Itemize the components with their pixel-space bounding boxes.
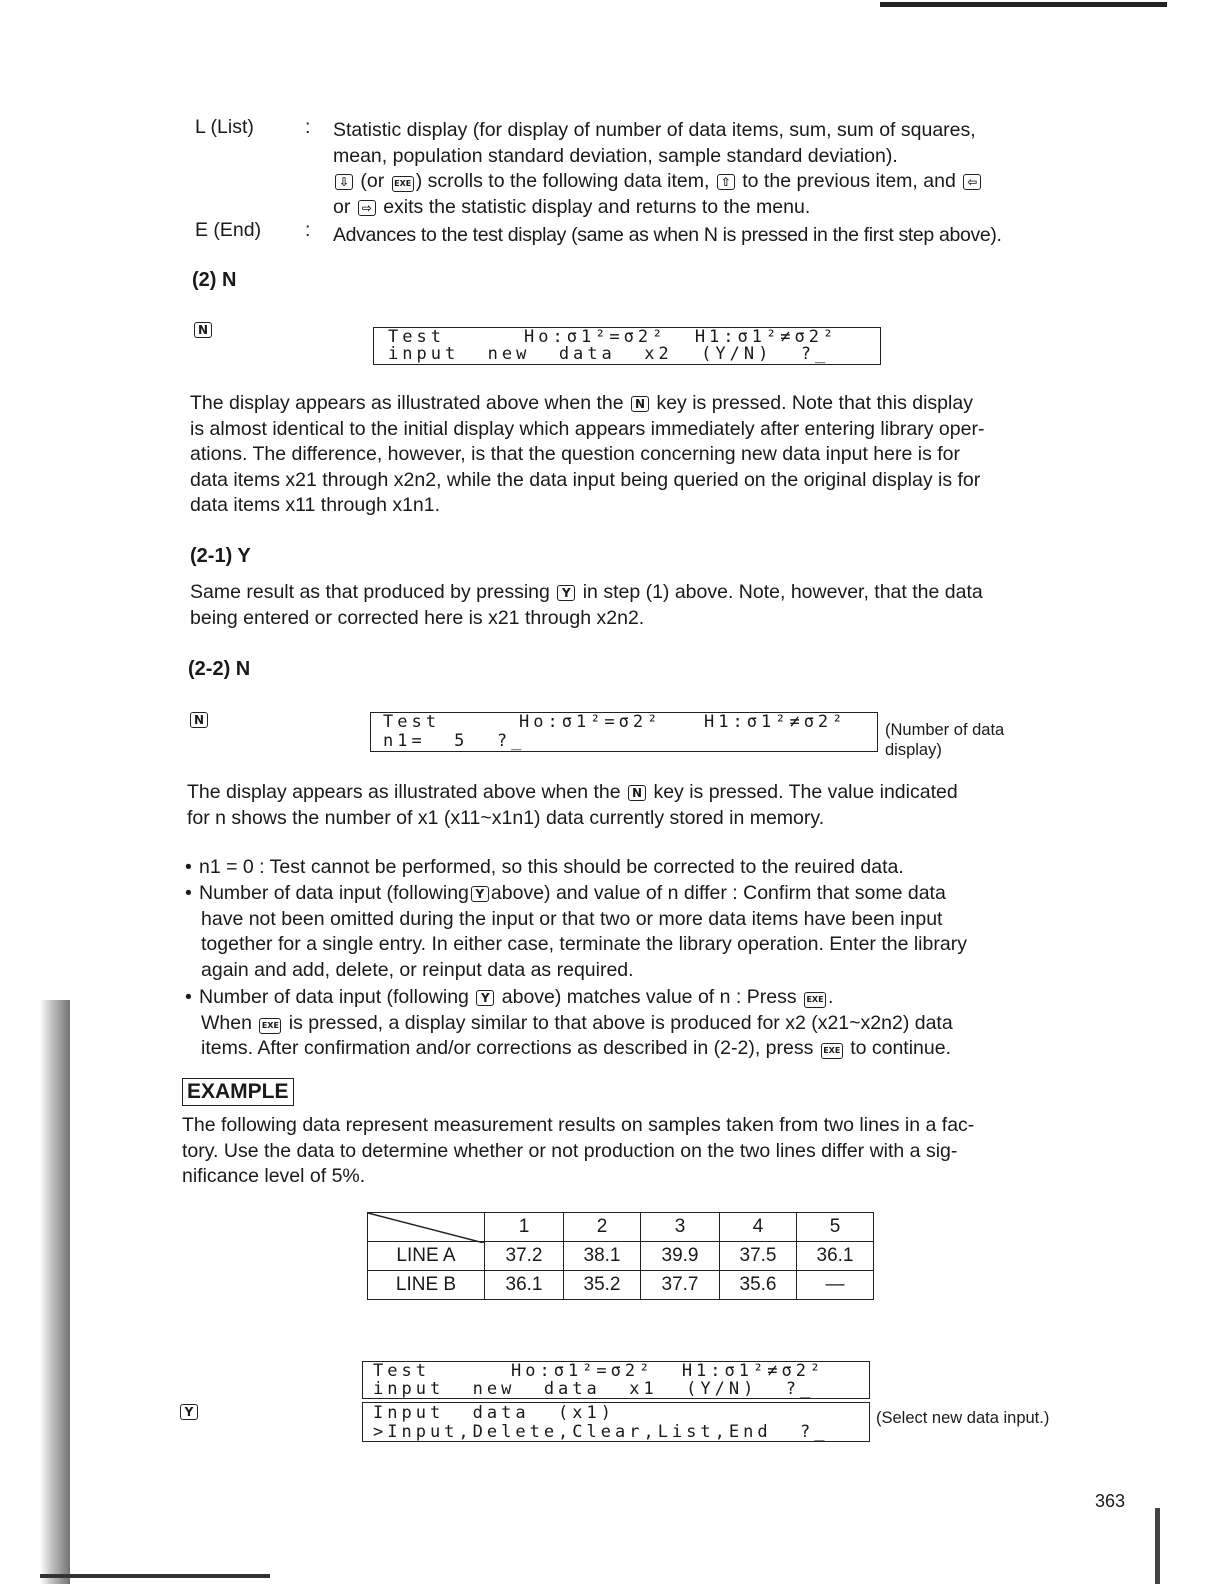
list-line2: mean, population standard deviation, sample standard deviation). (333, 144, 898, 167)
top-rule (880, 2, 1167, 7)
example-paragraph: The following data represent measurement results on samples taken from two lines in a fac- tory. Use the data to determine whether or not production on the two lines differ with a sig- nificance level of 5%. (182, 1114, 975, 1187)
n-key-icon: N (194, 322, 212, 338)
table-cell: 39.9 (641, 1242, 720, 1271)
column-header: 1 (485, 1213, 564, 1242)
list-colon: : (305, 116, 311, 138)
table-cell: 35.6 (720, 1271, 797, 1300)
list-description (333, 118, 1093, 220)
y-key-icon: Y (476, 990, 494, 1006)
example-label: EXAMPLE (182, 1078, 294, 1106)
list-line4: or ⇨ exits the statistic display and returns to the menu. (333, 195, 811, 218)
left-arrow-key-icon: ⇦ (963, 174, 981, 190)
exe-key-icon: EXE (804, 992, 826, 1008)
y-key-icon: Y (557, 585, 575, 601)
right-arrow-key-icon: ⇨ (358, 200, 376, 216)
column-header: 2 (564, 1213, 641, 1242)
column-header: 5 (797, 1213, 874, 1242)
table-cell: 37.7 (641, 1271, 720, 1300)
lcd-display-n-count: Test Ho:σ1²=σ2² H1:σ1²≠σ2² n1= 5 ?_ (370, 712, 878, 752)
table-cell: 37.5 (720, 1242, 797, 1271)
end-colon: : (305, 219, 311, 241)
lcd-display-new-data-x1: Test Ho:σ1²=σ2² H1:σ1²≠σ2² input new data x1 (Y/N) ?_ (362, 1361, 870, 1399)
exe-key-icon: EXE (392, 176, 414, 192)
down-arrow-key-icon: ⇩ (335, 174, 353, 190)
table-cell: — (797, 1271, 874, 1300)
table-cell: 38.1 (564, 1242, 641, 1271)
table-cell: 35.2 (564, 1271, 641, 1300)
y-key-icon: Y (471, 886, 489, 902)
list-line3: ⇩ (or EXE ) scrolls to the following data item, ⇧ to the previous item, and ⇦ (333, 169, 1093, 195)
column-header: 4 (720, 1213, 797, 1242)
bullet-n-zero: • n1 = 0 : Test cannot be performed, so this should be corrected to the reuired data. (185, 856, 904, 878)
measurement-table (367, 1212, 874, 1300)
table-row (368, 1242, 874, 1271)
section-2-2-heading: (2-2) N (188, 658, 251, 680)
scan-edge-mark (1155, 1508, 1160, 1584)
page-number: 363 (1095, 1491, 1126, 1511)
scan-shadow (40, 1000, 70, 1584)
exe-key-icon: EXE (821, 1043, 843, 1059)
table-row (368, 1271, 874, 1300)
section-2-1-paragraph: Same result as that produced by pressing Y in step (1) above. Note, however, that the data being entered or corrected here is x21 through x2n2. (190, 581, 983, 629)
number-of-data-note: (Number of data display) (885, 721, 1005, 759)
lcd-display-new-data-x2: Test Ho:σ1²=σ2² H1:σ1²≠σ2² input new data x2 (Y/N) ?_ (373, 327, 881, 365)
table-cell: 36.1 (485, 1271, 564, 1300)
diagonal-line (368, 1213, 484, 1243)
row-label: LINE B (368, 1271, 485, 1300)
list-term: L (List) (195, 116, 254, 138)
bottom-rule (40, 1574, 270, 1578)
n-key-icon: N (190, 712, 208, 728)
n-key-icon: N (631, 396, 649, 412)
row-label: LINE A (368, 1242, 485, 1271)
bullet-data-differs: • Number of data input (following Y above) and value of n differ : Confirm that some data have not been omitted during the input or that two or more data items have been input together for a single entry. In either case, terminate the library operation. Enter the library again and add, delete, or reinput data as required. (185, 882, 967, 981)
table-corner-cell (368, 1213, 485, 1242)
section-2-1-heading: (2-1) Y (190, 545, 251, 567)
column-header: 3 (641, 1213, 720, 1242)
end-description: Advances to the test display (same as when N is pressed in the first step above). (333, 224, 1002, 246)
end-term: E (End) (195, 219, 262, 241)
up-arrow-key-icon: ⇧ (717, 174, 735, 190)
exe-key-icon: EXE (259, 1018, 281, 1034)
bullet-data-matches: • Number of data input (following Y above) matches value of n : Press EXE . When EXE is pressed, a display similar to that above is produced for x2 (x21~x2n2) data items. After confirmation and/or corrections as described in (2-2), press EXE to continue. (185, 986, 953, 1059)
section-2-2-paragraph: The display appears as illustrated above when the N key is pressed. The value indicated for n shows the number of x1 (x11~x1n1) data currently stored in memory. (187, 781, 958, 829)
lcd-display-input-menu: Input data (x1) >Input,Delete,Clear,List,End ?_ (362, 1402, 870, 1442)
y-key-icon: Y (180, 1404, 198, 1420)
section-2-heading: (2) N (192, 269, 237, 291)
section-2-paragraph: The display appears as illustrated above when the N key is pressed. Note that this display is almost identical to the initial display which appears immediately after entering library oper- ations. The difference, however, is that the question concerning new data input here is for data items x21 through x2n2, while the data input being queried on the original display is for data items x11 through x1n1. (190, 392, 985, 516)
table-header-row (368, 1213, 874, 1242)
n-key-icon: N (628, 785, 646, 801)
table-cell: 36.1 (797, 1242, 874, 1271)
list-line1: Statistic display (for display of number of data items, sum, sum of squares, (333, 119, 976, 141)
select-new-data-note: (Select new data input.) (876, 1409, 1050, 1427)
table-cell: 37.2 (485, 1242, 564, 1271)
